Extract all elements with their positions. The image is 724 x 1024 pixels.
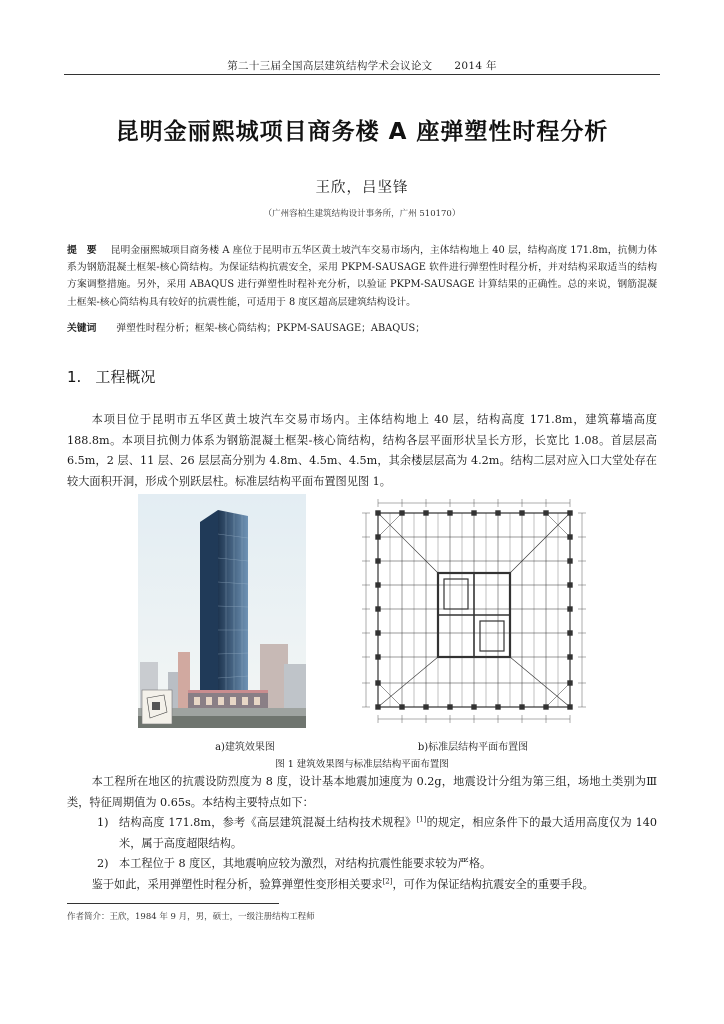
abstract [67,242,657,311]
feature-item-2-marker: 2) [97,857,109,870]
keywords [67,320,657,337]
keywords-text: 弹塑性时程分析；框架-核心筒结构；PKPM-SAUSAGE；ABAQUS； [116,323,426,334]
feature-item-1-marker: 1) [97,816,109,829]
feature-item-2-text: 本工程位于 8 度区，其地震响应较为激烈，对结构抗震性能要求较为严格。 [119,857,492,870]
citation-ref-2: [2] [382,877,393,886]
keywords-label: 关键词 [67,323,97,334]
figure-caption-b: b)标准层结构平面布置图 [417,742,529,753]
abstract-text: 昆明金丽熙城项目商务楼 A 座位于昆明市五华区黄土坡汽车交易市场内，主体结构地上 40 层，结构高度 171.8m，抗侧力体系为钢筋混凝土框架-核心筒结构。为保证结构抗震安全，采用 PKPM-SAUSAGE 软件进行弹塑性时程分析，并对结构采取适当的结构方案调整措施。另外，采用 ABAQUS 进行弹塑性时程补充分析，以验证 PKPM-SAUSAGE 计算结果的正确性。总的来说，钢筋混凝土框架-核心筒结构具有较好的抗震性能，可适用于 8 度区超高层建筑结构设计。 [67,245,658,308]
section-heading [67,366,155,387]
footnote-rule [67,903,279,904]
conference-year: 2014 年 [454,60,497,72]
header-rule [64,74,660,75]
feature-item-1-text-b: 的规定，相应条件下的最大适用高度仅为 140 米，属于高度超限结构。 [119,816,657,850]
paper-title: 昆明金丽熙城项目商务楼 A 座弹塑性时程分析 [115,119,609,145]
figure-caption: 图 1 建筑效果图与标准层结构平面布置图 [275,759,449,770]
feature-item-1-text-a: 结构高度 171.8m，参考《高层建筑混凝土结构技术规程》 [119,816,417,829]
building-rendering-image [138,494,306,728]
body-paragraph-1: 本项目位于昆明市五华区黄土坡汽车交易市场内。主体结构地上 40 层，结构高度 171.8m，建筑幕墙高度 188.8m。本项目抗侧力体系为钢筋混凝土框架-核心筒结构，结构各层平面形状呈长方形，长宽比 1.08。首层层高 6.5m，2 层、11 层、26 层层高分别为 4.8m、4.5m、4.5m，其余楼层层高为 4.2m。结构二层对应入口大堂处存在较大面积开洞，形成个别跃层柱。标准层结构平面布置图见图 1。 [67,413,657,489]
structural-plan-image [358,495,590,727]
conference-name: 第二十三届全国高层建筑结构学术会议论文 [227,60,433,72]
citation-ref-1: [1] [416,815,427,824]
body-paragraph-3-text-b: ，可作为保证结构抗震安全的重要手段。 [392,878,594,891]
body-paragraph-3-text-a: 鉴于如此，采用弹塑性时程分析，验算弹塑性变形相关要求 [91,878,383,891]
body-paragraph-3 [67,875,657,896]
paper-authors: 王欣，吕坚锋 [315,180,409,196]
abstract-label: 提 要 [67,245,97,256]
section-number: 1. [67,368,82,386]
feature-item-1 [67,813,657,854]
running-header [0,58,724,73]
body-paragraph-2: 本工程所在地区的抗震设防烈度为 8 度，设计基本地震加速度为 0.2g，地震设计分组为第三组，场地土类别为Ⅲ类，特征周期值为 0.65s。本结构主要特点如下： [67,775,657,809]
author-footnote: 作者简介：王欣，1984 年 9 月，男，硕士，一级注册结构工程师 [67,912,315,922]
section-title: 工程概况 [95,368,156,386]
feature-item-2 [67,854,657,875]
figure-caption-a: a)建筑效果图 [215,742,275,753]
author-affiliation: （广州容柏生建筑结构设计事务所，广州 510170） [263,209,461,219]
